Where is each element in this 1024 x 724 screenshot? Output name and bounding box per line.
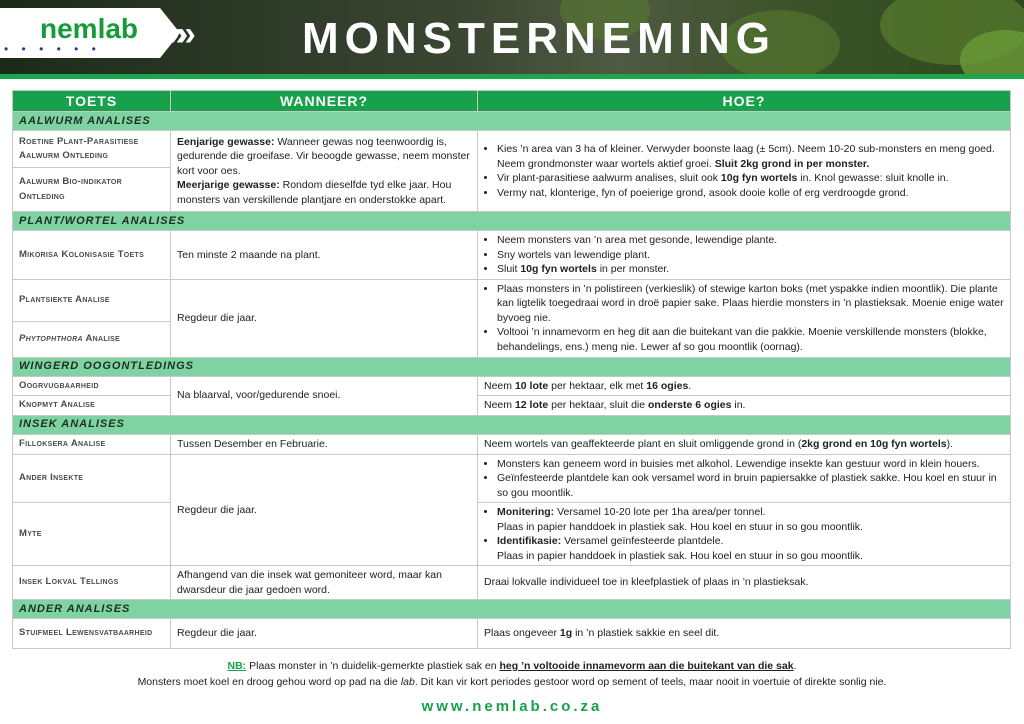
how-text: Sluit [497,263,521,275]
test-name: Roetine Plant-Parasitiese Aalwurm Ontleding [13,131,171,168]
table-row [13,566,1011,600]
how-text: in ’n plastiek sakkie en seel dit. [572,627,720,640]
how-text: in. Knol gewasse: sluit knolle in. [797,172,949,184]
list-item [497,262,1004,277]
when-cell: Ten minste 2 maande na plant. [171,231,478,280]
when-cell [171,131,478,212]
table-row [13,454,1011,503]
table-row [13,503,1011,566]
how-cell [478,131,1011,212]
footer-emphasis: heg ’n voltooide innamevorm aan die buitekant van die sak [499,660,794,672]
how-emphasis: 10g fyn wortels [520,263,597,275]
header-divider [0,74,1024,79]
logo[interactable]: nemlab [40,13,139,44]
when-cell: Na blaarval, voor/gedurende snoei. [171,376,478,415]
table-row [13,131,1011,168]
column-header-hoe: HOE? [478,91,1011,112]
how-text: per hektaar, elk met [548,379,647,392]
how-cell: Draai lokvalle individueel toe in kleefplastiek of plaas in ’n plastieksak. [478,566,1011,600]
how-text: Plaas ongeveer [484,627,560,640]
section-aalwurm: AALWURM ANALISES [13,112,1011,131]
when-label: Meerjarige gewasse: [177,179,280,192]
when-cell: Regdeur die jaar. [171,619,478,649]
test-name: Ander Insekte [13,454,171,503]
sampling-table [12,90,1011,649]
how-cell [478,434,1011,454]
how-cell [478,396,1011,416]
list-item [497,171,1004,186]
list-item: • Vermy nat, klonterige, fyn of poeierige grond, asook dooie kolle of erg verdroogde grond. [497,186,1004,201]
section-plant: PLANT/WORTEL ANALISES [13,212,1011,231]
how-text: Neem [484,379,515,392]
table-row [13,619,1011,649]
when-cell: Regdeur die jaar. [171,454,478,566]
when-cell: Afhangend van die insek wat gemoniteer word, maar kan dwarsdeur die jaar gedoen word. [171,566,478,600]
when-text: Wanneer gewas nog teenwoordig is, gedurende die groeifase. Vir beoogde gewasse, neem monster kort voor oes. [177,135,470,177]
logo-dots: • • • • • • [4,42,101,56]
how-text: . [688,379,692,392]
how-emphasis: 10g fyn wortels [720,172,798,184]
list-item: • Voltooi ’n innamevorm en heg dit aan die buitekant van die pakkie. Moenie verskillende monsters (blokke, behandelings, ens.) meng nie. Lewer af so gou moontlik (oornag). [497,325,1004,354]
footer-text: Plaas monster in ’n duidelik-gemerkte plastiek sak en [246,660,500,672]
when-label: Eenjarige gewasse: [177,135,275,148]
how-text: Plaas in papier handdoek in plastiek sak. Hou koel en stuur in so gou moontlik. [497,520,863,533]
page-title: MONSTERNEMING [302,14,776,63]
chevron-right-icon: »» [168,15,186,53]
footer-text: Monsters moet koel en droog gehou word op pad na die [137,676,401,688]
how-emphasis: Sluit 2kg grond in per monster. [714,157,870,170]
test-name: Filloksera Analise [13,434,171,454]
section-row [13,112,1011,131]
how-cell [478,503,1011,566]
test-name: Knopmyt Analise [13,396,171,416]
column-header-wanneer: WANNEER? [171,91,478,112]
test-name: Plantsiekte Analise [13,279,171,321]
how-cell [478,619,1011,649]
section-wingerd: WINGERD OOGONTLEDINGS [13,357,1011,376]
footer-text: . [793,660,797,672]
how-text: Versamel 10-20 lote per 1ha area/per tonnel. [554,506,766,518]
section-row [13,212,1011,231]
when-cell: Tussen Desember en Februarie. [171,434,478,454]
nb-label: NB: [227,660,247,672]
table-row [13,376,1011,396]
how-text: Neem wortels van geaffekteerde plant en sluit omliggende grond in ( [484,437,802,450]
footer-storage-note [0,676,1024,688]
test-name: Aalwurm Bio-indikator Ontleding [13,168,171,212]
test-name-italic: Phytophthora [19,332,83,344]
website-link[interactable]: www.nemlab.co.za [421,698,603,715]
how-cell [478,376,1011,396]
how-text: per hektaar, sluit die [548,399,649,411]
list-item [497,534,1004,549]
how-text: Plaas in papier handdoek in plastiek sak. Hou koel en stuur in so gou moontlik. [497,549,863,562]
how-cell [478,279,1011,357]
list-item [497,505,1004,520]
how-emphasis: 1g [559,627,573,640]
test-name: Mikorisa Kolonisasie Toets [13,231,171,280]
table-header-row [13,91,1011,112]
section-row [13,357,1011,376]
how-text: Kies ’n area van 3 ha of kleiner. Verwyder boonste laag (± 5cm). Neem 10-20 sub-monsters en meng goed. Neem grondmonster waar wortels aktief groei. [497,143,995,170]
footer-text: . Dit kan vir kort periodes gestoor word op sement of teels, maar nooit in voertuie of direkte sonlig nie. [414,676,887,688]
table-row [13,434,1011,454]
section-row [13,600,1011,619]
list-item: • Plaas monsters in ’n polistireen (verkieslik) of stewige karton boks (met yspakke indien moontlik). Die plante kan ligtelik toegedraai word in droë papier sake. Plaas hierdie monsters in ’n plastieksak. Moenie enige water byvoeg nie. [497,282,1004,326]
list-item [497,142,1004,171]
list-item: • Monsters kan geneem word in buisies met alkohol. Lewendige insekte kan gestuur word in klein houers. [497,457,1004,472]
header-banner [0,0,1024,74]
section-row [13,415,1011,434]
how-cell [478,231,1011,280]
how-emphasis: 2kg grond en 10g fyn wortels [801,437,947,450]
how-text: ). [946,437,954,450]
section-ander: ANDER ANALISES [13,600,1011,619]
table-row [13,396,1011,416]
list-item: • Sny wortels van lewendige plant. [497,248,1004,263]
how-emphasis: 12 lote [514,399,549,411]
how-cell [478,454,1011,503]
list-item: • Neem monsters van ’n area met gesonde, lewendige plante. [497,233,1004,248]
test-name: Myte [13,503,171,566]
how-emphasis: onderste 6 ogies [648,399,732,411]
how-text: Versamel geïnfesteerde plantdele. [561,535,724,547]
test-name-suffix: Analise [82,332,121,344]
footer-note [0,660,1024,672]
column-header-toets: TOETS [13,91,171,112]
test-name: Insek Lokval Tellings [13,566,171,600]
test-name: Oogrvugbaarheid [13,376,171,396]
table-row [13,231,1011,280]
how-text: Neem [484,399,515,411]
table-row [13,279,1011,321]
how-emphasis: Monitering: [497,506,555,518]
when-text: Rondom dieselfde tyd elke jaar. Hou monsters van verskillende plantjare en onderstokke apart. [177,179,452,206]
when-cell: Regdeur die jaar. [171,279,478,357]
how-text: Vir plant-parasitiese aalwurm analises, sluit ook [497,172,721,184]
how-text: in. [731,399,746,411]
footer-italic: lab [400,676,415,688]
how-emphasis: 10 lote [514,379,549,392]
how-emphasis: 16 ogies [646,379,689,392]
test-name [13,321,171,357]
how-emphasis: Identifikasie: [497,535,562,547]
how-text: in per monster. [596,263,670,275]
test-name: Stuifmeel Lewensvatbaarheid [13,619,171,649]
list-item: • Geïnfesteerde plantdele kan ook versamel word in bruin papiersakke of plastiek sakke. Hou koel en stuur in so gou moontlik. [497,471,1004,500]
section-insek: INSEK ANALISES [13,415,1011,434]
